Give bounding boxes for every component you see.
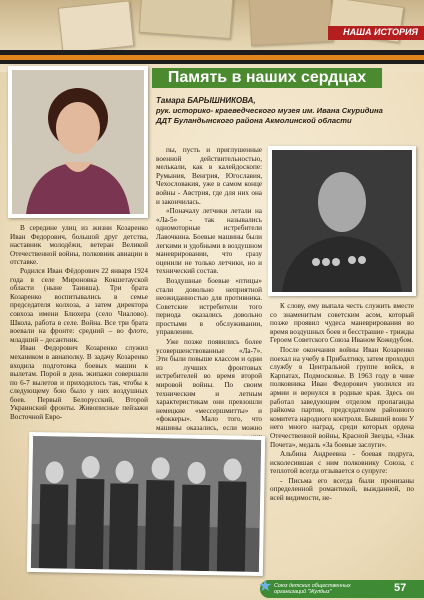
paragraph: В середине улиц из жизни Козаренко Иван Федорович, большой друг детства, наставник молодёжи, ветеран Великой Отечественной войны, полковник авиации в отставке. [10, 224, 148, 267]
group-photo-veterans [27, 432, 265, 576]
section-label: НАША ИСТОРИЯ [343, 27, 418, 37]
author-block [156, 96, 396, 126]
portrait-photo-veteran [268, 146, 416, 296]
woman-portrait-image [12, 70, 144, 214]
portrait-photo-woman [8, 66, 148, 218]
paragraph: Уже позже появились более усовершенствованные «Ла-7». Эти были повыше классом и одни из лучших фронтовых истребителей во время второй мировой войны. По своим техническим и летным характеристикам они превзошли немецкие «мессершмитты» и «фоккеры». Мало того, что машины оказались, если можно [156, 338, 262, 432]
author-name: Тамара БАРЫШНИКОВА, [156, 96, 256, 105]
paragraph: - Письма его всегда были пронизаны определенной романтикой, выжданной, по всей видимости, не- [270, 476, 414, 503]
right-column-text [270, 302, 414, 504]
old-photo-image [249, 0, 333, 46]
old-letter-image [139, 0, 234, 39]
paragraph: «Поначалу летчики летали на «Ла-5» - так назывались одномоторные истребители Лавочкина. Боевые машины были легкими и удобными в воздушном маневрировании, что сразу оценили не только летчики, но и технический состав. [156, 207, 262, 276]
paragraph: К слову, ему выпала честь служить вместе со знаменитым советским асом, который позже проявил чудеса маневрирования во время воздушных боев и бесстрашие - трижды Героем Советского Союза Иваном Кожедубом. [270, 302, 414, 345]
middle-column-text [156, 146, 262, 477]
intro-text [10, 224, 148, 422]
paragraph: Альбина Андреевна - боевая подруга, исколесившая с ним полковнику Союза, с теплотой всегда отзывается о супруге: [270, 450, 414, 476]
paragraph: Иван Федорович Козаренко служил механиком в авиаполку. В задачу Козаренко входила подготовка боевых машин к вылетам. Порой в день экипажи совершали по 6-7 вылетов и приходилось так, чтобы к следующему бою было у них воздушных боев. Первый Белорусский, Второй Украинский фронты. Живописные пейзажи Восточной Евро- [10, 344, 148, 422]
footer-org: Союз детских общественных организаций "Жулдыз" [274, 583, 351, 595]
author-position: рук. историко- краеведческого музея им. Ивана Скуридина ДДТ Буландынского района Акмолинской области [156, 106, 383, 125]
veteran-portrait-image [272, 150, 412, 292]
star-icon: ★ [258, 578, 273, 595]
veterans-group-image [31, 436, 261, 572]
ribbon-stripe [0, 60, 424, 64]
paragraph: Родился Иван Фёдорович 22 января 1924 года в селе Мироновка Кокшетауской области (ныне Таинша). Три брата Козаренко воспитывались в семье председателя колхоза, а затем директора совхоза имени Блюхера (село Чиалово). Школа, работа в селе. Война. Все три брата воевали на фронте: средний – во флоте, младший – десантник. [10, 266, 148, 344]
article-title: Память в наших сердцах [167, 69, 367, 86]
paragraph: пы, пусть и приглушенные военной действительностью, мелькали, как в калейдоскопе: Румыния, Венгрия, Югославия, Чехословакия, уже в самом конце войны - Австрия, где для них она и закончилась. [156, 146, 262, 206]
paragraph: Воздушные боевые «птицы» стали довольно неприятной неожиданностью для противника. Советские истребители того периода оказались довольно простыми в обслуживании, управлении. [156, 276, 262, 337]
old-letter-image [58, 0, 134, 53]
paragraph: После окончания войны Иван Козаренко поехал на учебу в Прибалтику, затем проходил службу в Центральной группе войск, в Карпатах, Подмосковье. В 1963 году в чине полковника Иван Федорович уволился из армии и вернулся в родные края. Здесь он работал заведующим отделом пропаганды райкома партии, председателем районного комитета народного контроля. Бывший воин У него много наград, среди которых ордена Отечественной войны, Красной Звезды, «Знак Почета», медаль «За боевые заслуги». [270, 345, 414, 449]
page-number: 57 [394, 582, 407, 594]
